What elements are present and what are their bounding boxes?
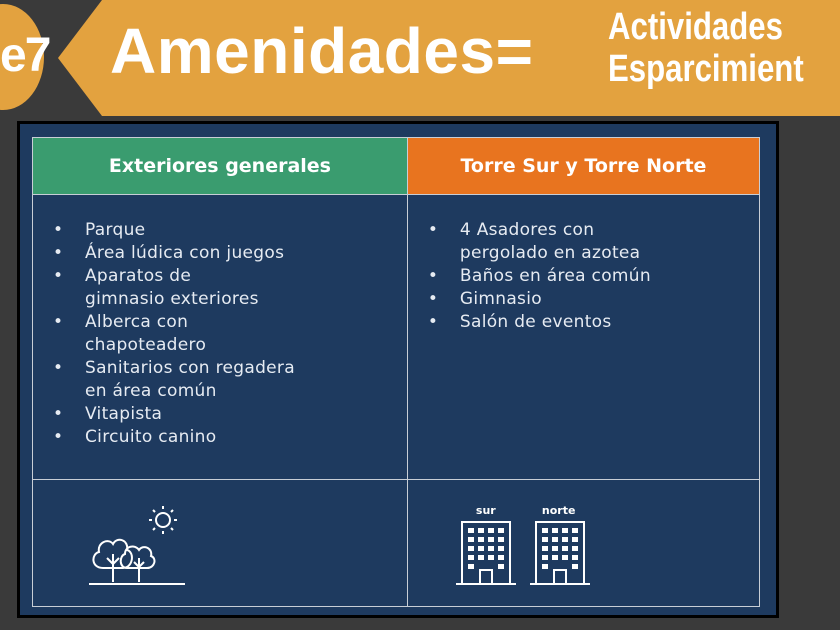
list-cell-torres	[407, 195, 759, 480]
list-cell-exteriores	[33, 195, 408, 480]
list-item: • Baños en área común	[428, 265, 759, 288]
trees-sun-icon	[85, 502, 195, 592]
page-title: Amenidades=	[110, 15, 534, 87]
exteriores-list	[33, 219, 407, 449]
tower-label-norte: norte	[541, 504, 576, 518]
list-item: • Gimnasio	[428, 288, 759, 311]
list-item	[428, 219, 759, 265]
building-icon	[530, 520, 590, 590]
list-item-line: 4 Asadores con	[459, 220, 595, 241]
list-item: • Área lúdica con juegos	[53, 242, 407, 265]
tower-label-sur: sur	[475, 504, 496, 518]
building-icon	[456, 520, 516, 590]
list-item	[53, 311, 407, 357]
list-item-line: pergolado en azotea	[459, 243, 641, 264]
list-item-line: Alberca con	[85, 312, 189, 333]
subtitle-line-1: Actividades	[608, 6, 783, 48]
list-item: • Circuito canino	[53, 426, 407, 449]
list-item-line: en área común	[85, 381, 217, 402]
slide-number: e7	[0, 29, 50, 82]
icon-cell-torres	[407, 480, 759, 607]
header-torres: Torre Sur y Torre Norte	[407, 138, 759, 195]
list-item: • Vitapista	[53, 403, 407, 426]
slide-number-badge	[0, 4, 50, 110]
list-item-line: chapoteadero	[85, 335, 207, 356]
header-exteriores: Exteriores generales	[33, 138, 408, 195]
list-item	[53, 357, 407, 403]
page-subtitle	[608, 6, 805, 90]
icon-cell-exteriores	[33, 480, 408, 607]
subtitle-line-2: Esparcimient	[608, 48, 804, 90]
list-item	[53, 265, 407, 311]
amenities-panel-body	[20, 124, 776, 615]
list-item-line: Aparatos de	[85, 266, 192, 287]
list-item: • Salón de eventos	[428, 311, 759, 334]
amenities-panel	[17, 121, 779, 618]
amenities-table	[32, 137, 760, 607]
list-item-line: Sanitarios con regadera	[85, 358, 295, 379]
list-item-line: gimnasio exteriores	[85, 289, 259, 310]
torres-list	[408, 219, 759, 334]
list-item: • Parque	[53, 219, 407, 242]
